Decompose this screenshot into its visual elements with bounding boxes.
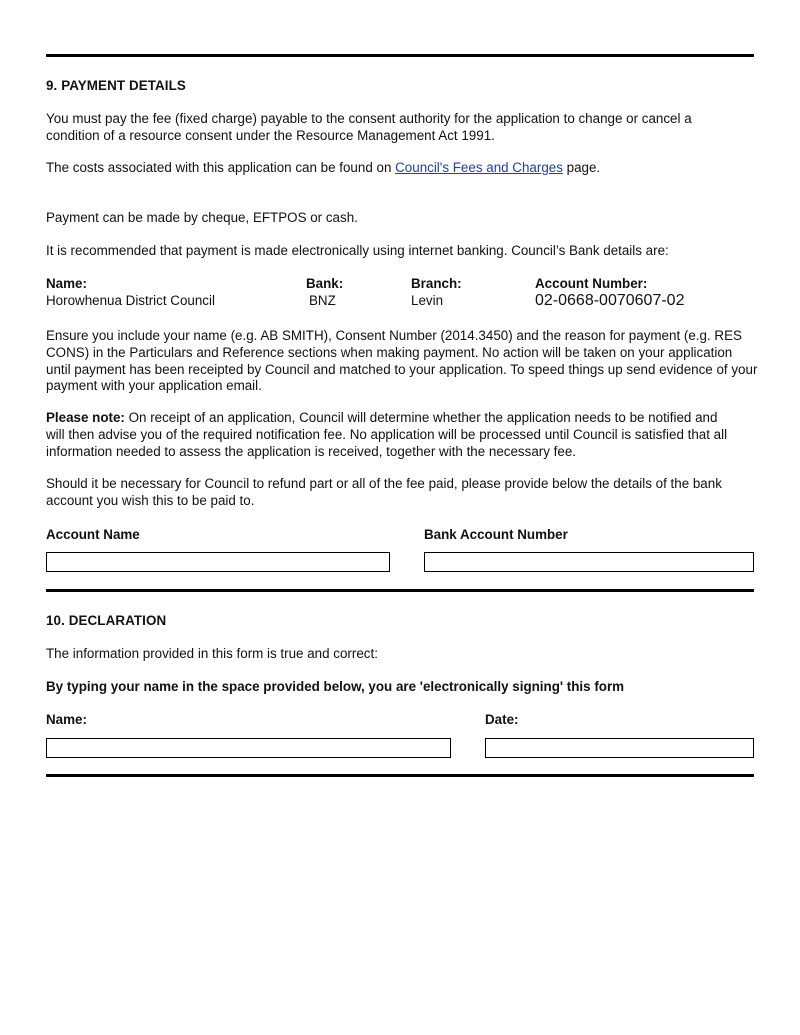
declaration-statement: The information provided in this form is true and correct: xyxy=(46,646,378,661)
branch-value: Levin xyxy=(411,293,444,308)
bank-account-number-input[interactable] xyxy=(424,552,754,572)
bank-value: BNZ xyxy=(309,293,336,308)
please-note-text: On receipt of an application, Council will determine whether the application needs to be notified and will then advise you of the required notification fee. No application will be processed until Council is satisfied that all information needed to assess the application is received, together with the necessary fee. xyxy=(46,410,728,459)
declaration-name-label: Name: xyxy=(46,712,87,727)
account-name-input[interactable] xyxy=(46,552,390,572)
section-divider xyxy=(46,589,754,592)
declaration-heading: 10. DECLARATION xyxy=(46,613,167,628)
fee-paragraph: You must pay the fee (fixed charge) payable to the consent authority for the application to change or cancel a condition of a resource consent under the Resource Management Act 1991. xyxy=(46,111,692,143)
costs-text-after: page. xyxy=(562,160,601,175)
account-number-label: Account Number: xyxy=(535,276,648,291)
refund-paragraph: Should it be necessary for Council to refund part or all of the fee paid, please provide below the details of the bank account you wish this to be paid to. xyxy=(46,476,722,508)
bottom-divider xyxy=(46,774,754,777)
declaration-date-input[interactable] xyxy=(485,738,754,758)
account-name-label: Account Name xyxy=(46,527,140,542)
fees-and-charges-link[interactable]: Council's Fees and Charges xyxy=(395,160,563,175)
costs-text-before: The costs associated with this application can be found on xyxy=(46,160,396,175)
bank-account-number-label: Bank Account Number xyxy=(424,527,568,542)
recommendation-text: It is recommended that payment is made electronically using internet banking. Council’s Bank details are: xyxy=(46,243,669,258)
please-note-paragraph xyxy=(46,410,736,460)
payment-methods-text: Payment can be made by cheque, EFTPOS or cash. xyxy=(46,210,358,225)
declaration-name-input[interactable] xyxy=(46,738,451,758)
electronic-signing-notice: By typing your name in the space provided below, you are 'electronically signing' this form xyxy=(46,679,625,694)
costs-paragraph xyxy=(46,160,758,177)
branch-label: Branch: xyxy=(411,276,462,291)
bank-name-label: Name: xyxy=(46,276,87,291)
payment-instructions-paragraph: Ensure you include your name (e.g. AB SMITH), Consent Number (2014.3450) and the reason for payment (e.g. RES CONS) in the Particulars and Reference sections when making payment. No action will be taken on your application until payment has been receipted by Council and matched to your application. To speed things up send evidence of your payment with your application email. xyxy=(46,328,758,394)
please-note-label: Please note: xyxy=(46,410,125,425)
payment-details-heading: 9. PAYMENT DETAILS xyxy=(46,78,186,93)
top-divider xyxy=(46,54,754,57)
account-number-value: 02-0668-0070607-02 xyxy=(535,292,685,309)
declaration-date-label: Date: xyxy=(485,712,519,727)
bank-label: Bank: xyxy=(306,276,344,291)
bank-name-value: Horowhenua District Council xyxy=(46,293,215,308)
